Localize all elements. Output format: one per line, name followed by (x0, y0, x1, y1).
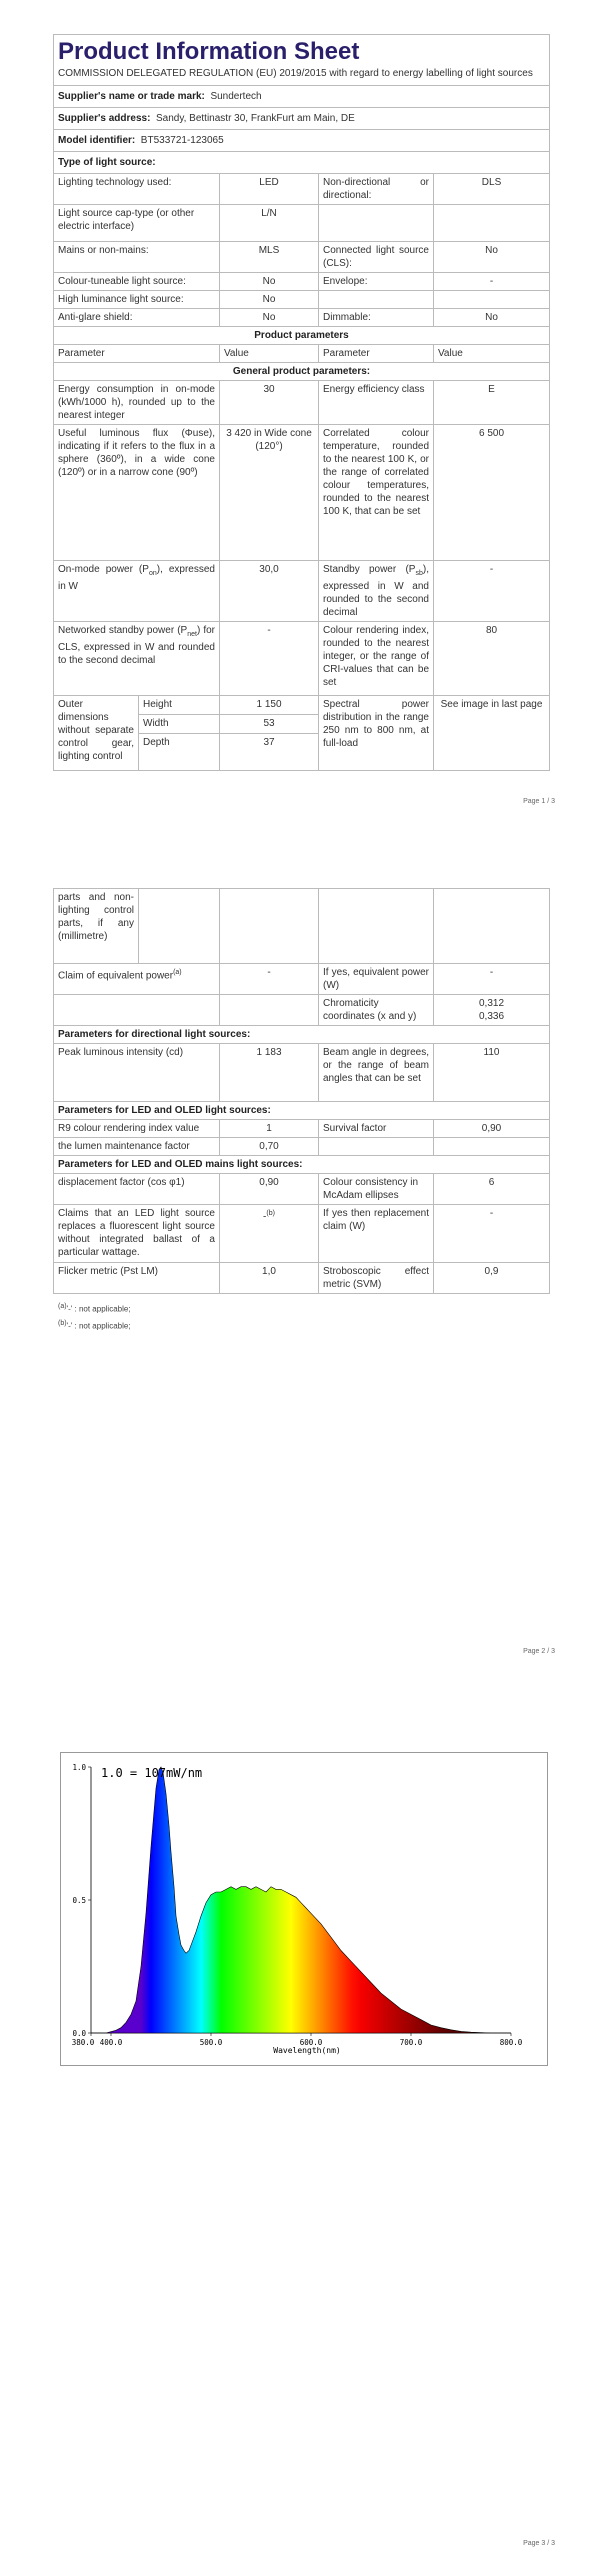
dims-cell (54, 696, 220, 771)
empty-cell (54, 995, 220, 1026)
supplier-label: Supplier's name or trade mark: (58, 91, 205, 102)
dims-label: Outer dimensions without separate control gear, lighting control (54, 696, 139, 770)
onmode-value: 30,0 (220, 561, 319, 622)
r9-label: R9 colour rendering index value (54, 1120, 220, 1138)
model-row (54, 130, 550, 152)
y-tick-label: 0.0 (72, 2029, 86, 2038)
hl-value: No (220, 291, 319, 309)
y-tick-label: 1.0 (72, 1763, 86, 1772)
address-label: Supplier's address: (58, 113, 151, 124)
dims-cell-continued (54, 889, 220, 964)
footnote-a: $^{(a)}$'-' : not applicable; (58, 1303, 131, 1314)
strobo-label: Stroboscopic effect metric (SVM) (319, 1263, 434, 1294)
netstandby-value: - (220, 622, 319, 696)
supplier-row (54, 86, 550, 108)
product-info-table-continued (53, 888, 550, 1294)
x-tick-label: 800.0 (499, 2038, 523, 2047)
eclass-value: E (434, 381, 550, 425)
height-label: Height (139, 696, 219, 715)
directional-heading: Parameters for directional light sources: (54, 1026, 550, 1044)
netstandby-label: Networked standby power $(P_{net})$ for CLS, expressed in W and rounded to the second decimal (54, 622, 220, 696)
x-axis-label: Wavelength(nm) (273, 2046, 341, 2055)
spectrum-chart (61, 1753, 547, 2065)
flicker-value: 1,0 (220, 1263, 319, 1294)
empty-cell (220, 995, 319, 1026)
footnote-b: $^{(b)}$'-' : not applicable; (58, 1319, 131, 1331)
col-param: Parameter (319, 345, 434, 363)
spd-value: See image in last page (434, 696, 550, 771)
led-heading: Parameters for LED and OLED light sources: (54, 1102, 550, 1120)
peak-value: 1 183 (220, 1044, 319, 1102)
equiv-value: - (220, 964, 319, 995)
replace-label: Claims that an LED light source replaces a fluorescent light source without integrated ballast of a particular wattage. (54, 1205, 220, 1263)
mains-value: MLS (220, 242, 319, 273)
empty-cell (434, 889, 550, 964)
page-number: Page 1 / 3 (523, 798, 555, 805)
product-info-table (53, 34, 550, 771)
directional-value: DLS (434, 174, 550, 205)
chroma-y: 0,336 (478, 1011, 505, 1022)
chart-annotation: 1.0 = 107mW/nm (101, 1766, 203, 1780)
spectrum-chart-frame (60, 1752, 548, 2066)
cct-label: Correlated colour temperature, rounded to the nearest 100 K, or the range of correlated colour temperatures, rounded to the nearest 100 K, that can be set (319, 425, 434, 561)
glare-label: Anti-glare shield: (54, 309, 220, 327)
consist-value: 6 (434, 1174, 550, 1205)
cls-label: Connected light source (CLS): (319, 242, 434, 273)
spd-label: Spectral power distribution in the range 250 nm to 800 nm, at full-load (319, 696, 434, 771)
flux-value: 3 420 in Wide cone (120°) (220, 425, 319, 561)
page-title: Product Information Sheet (58, 38, 360, 65)
empty-cell (220, 889, 319, 964)
tech-value: LED (220, 174, 319, 205)
page-number: Page 2 / 3 (523, 1648, 555, 1655)
envelope-label: Envelope: (319, 273, 434, 291)
glare-value: No (220, 309, 319, 327)
page-number: Page 3 / 3 (523, 2540, 555, 2547)
empty-cell (434, 291, 550, 309)
directional-label: Non-directional or directional: (319, 174, 434, 205)
peak-label: Peak luminous intensity (cd) (54, 1044, 220, 1102)
standby-value: - (434, 561, 550, 622)
equiv-w-label: If yes, equivalent power (W) (319, 964, 434, 995)
model-identifier: BT533721-123065 (140, 135, 224, 146)
beam-value: 110 (434, 1044, 550, 1102)
page-2 (0, 880, 603, 1680)
tune-value: No (220, 273, 319, 291)
cap-label: Light source cap-type (or other electric interface) (54, 205, 220, 242)
chroma-value (434, 995, 550, 1026)
equiv-w-value: - (434, 964, 550, 995)
empty-cell (319, 291, 434, 309)
mains-heading: Parameters for LED and OLED mains light sources: (54, 1156, 550, 1174)
dim-label: Dimmable: (319, 309, 434, 327)
disp-value: 0,90 (220, 1174, 319, 1205)
flicker-label: Flicker metric (Pst LM) (54, 1263, 220, 1294)
survival-label: Survival factor (319, 1120, 434, 1138)
energy-label: Energy consumption in on-mode (kWh/1000 h), rounded up to the nearest integer (54, 381, 220, 425)
x-tick-label: 380.0 (71, 2038, 95, 2047)
spectrum-area (91, 1767, 511, 2033)
onmode-label: On-mode power $(P_{on})$, expressed in W (54, 561, 220, 622)
survival-value: 0,90 (434, 1120, 550, 1138)
tech-label: Lighting technology used: (54, 174, 220, 205)
tune-label: Colour-tuneable light source: (54, 273, 220, 291)
strobo-value: 0,9 (434, 1263, 550, 1294)
empty-cell (319, 205, 434, 242)
depth-value: 37 (263, 737, 275, 748)
replace-w-value: - (434, 1205, 550, 1263)
header-cell (54, 35, 550, 86)
width-value: 53 (220, 715, 318, 734)
col-param: Parameter (54, 345, 220, 363)
energy-value: 30 (220, 381, 319, 425)
page-3 (0, 1740, 603, 2560)
equiv-label: Claim of equivalent power$^{(a)}$ (54, 964, 220, 995)
lumen-value: 0,70 (220, 1138, 319, 1156)
hl-label: High luminance light source: (54, 291, 220, 309)
width-label: Width (139, 715, 219, 734)
page-1 (0, 0, 603, 820)
y-tick-label: 0.5 (72, 1896, 86, 1905)
consist-label: Colour consistency in McAdam ellipses (319, 1174, 434, 1205)
r9-value: 1 (220, 1120, 319, 1138)
replace-value: -$^{(b)}$ (220, 1205, 319, 1263)
standby-label: Standby power $(P_{sb})$, expressed in W and rounded to the second decimal (319, 561, 434, 622)
flux-label: Useful luminous flux (Φuse), indicating if it refers to the flux in a sphere (360º), in a wide cone (120º) or in a narrow cone (90º) (54, 425, 220, 561)
cri-label: Colour rendering index, rounded to the nearest integer, or the range of CRI-values that can be set (319, 622, 434, 696)
chroma-x: 0,312 (478, 998, 505, 1009)
empty-cell (319, 1138, 434, 1156)
cri-value: 80 (434, 622, 550, 696)
footnotes (58, 1300, 131, 1333)
chroma-label: Chromaticity coordinates (x and y) (319, 995, 434, 1026)
empty-cell (319, 889, 434, 964)
model-label: Model identifier: (58, 135, 136, 146)
col-value: Value (220, 345, 319, 363)
type-label: Type of light source: (54, 152, 550, 174)
empty-cell (434, 205, 550, 242)
x-tick-label: 500.0 (199, 2038, 223, 2047)
replace-w-label: If yes then replacement claim (W) (319, 1205, 434, 1263)
dim-value: No (434, 309, 550, 327)
dims-values-cell (220, 696, 319, 771)
col-value: Value (434, 345, 550, 363)
height-value: 1 150 (220, 696, 318, 715)
mains-label: Mains or non-mains: (54, 242, 220, 273)
cct-value: 6 500 (434, 425, 550, 561)
beam-label: Beam angle in degrees, or the range of beam angles that can be set (319, 1044, 434, 1102)
general-params-heading: General product parameters: (54, 363, 550, 381)
disp-label: displacement factor (cos φ1) (54, 1174, 220, 1205)
cls-value: No (434, 242, 550, 273)
x-tick-label: 700.0 (399, 2038, 423, 2047)
dims-label-continued: parts and non-lighting control parts, if any (millimetre) (54, 889, 139, 963)
supplier-address: Sandy, Bettinastr 30, FrankFurt am Main, DE (155, 113, 355, 124)
eclass-label: Energy efficiency class (319, 381, 434, 425)
product-params-heading: Product parameters (54, 327, 550, 345)
regulation-text: COMMISSION DELEGATED REGULATION (EU) 2019/2015 with regard to energy labelling of light sources (58, 68, 533, 79)
cap-value: L/N (220, 205, 319, 242)
lumen-label: the lumen maintenance factor (54, 1138, 220, 1156)
envelope-value: - (434, 273, 550, 291)
depth-label: Depth (143, 737, 170, 748)
x-tick-label: 400.0 (99, 2038, 123, 2047)
supplier-name: Sundertech (210, 91, 262, 102)
address-row (54, 108, 550, 130)
x-tick-label: 600.0 (299, 2038, 323, 2047)
empty-cell (434, 1138, 550, 1156)
